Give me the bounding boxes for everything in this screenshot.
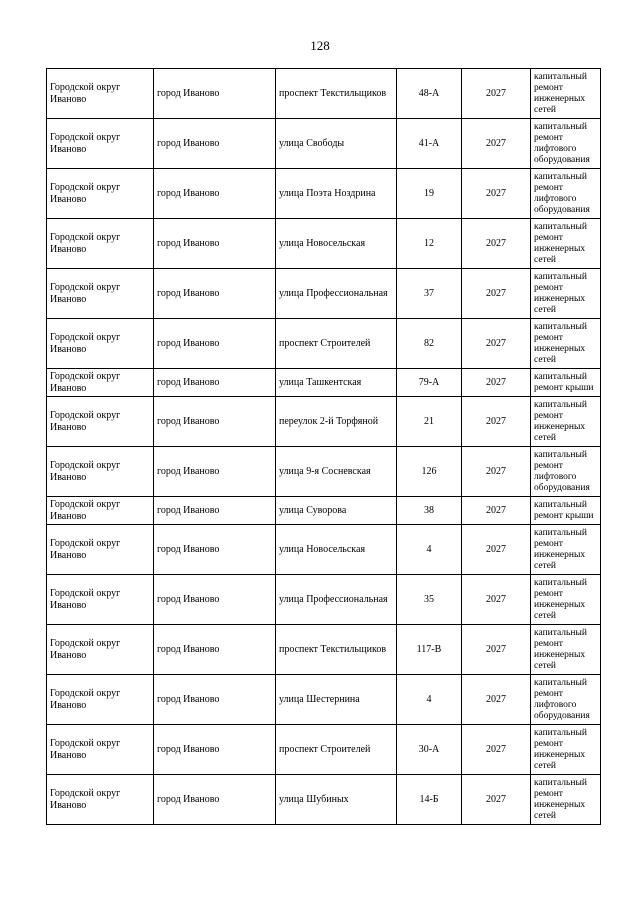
city-cell: город Иваново (154, 319, 276, 369)
street-cell: улица 9-я Сосневская (276, 447, 397, 497)
district-cell: Городской округ Иваново (47, 219, 154, 269)
city-cell: город Иваново (154, 447, 276, 497)
district-cell: Городской округ Иваново (47, 575, 154, 625)
year-cell: 2027 (462, 525, 531, 575)
street-cell: переулок 2-й Торфяной (276, 397, 397, 447)
year-cell: 2027 (462, 119, 531, 169)
work-type-cell: капитальный ремонт крыши (531, 369, 601, 397)
city-cell: город Иваново (154, 397, 276, 447)
street-cell: проспект Строителей (276, 319, 397, 369)
house-cell: 48-А (397, 69, 462, 119)
district-cell: Городской округ Иваново (47, 675, 154, 725)
table-row (47, 369, 601, 397)
year-cell: 2027 (462, 397, 531, 447)
district-cell: Городской округ Иваново (47, 397, 154, 447)
street-cell: улица Свободы (276, 119, 397, 169)
district-cell: Городской округ Иваново (47, 447, 154, 497)
table-row (47, 575, 601, 625)
house-cell: 79-А (397, 369, 462, 397)
city-cell: город Иваново (154, 497, 276, 525)
city-cell: город Иваново (154, 119, 276, 169)
house-cell: 126 (397, 447, 462, 497)
table-row (47, 775, 601, 825)
house-cell: 12 (397, 219, 462, 269)
district-cell: Городской округ Иваново (47, 69, 154, 119)
street-cell: проспект Строителей (276, 725, 397, 775)
district-cell: Городской округ Иваново (47, 775, 154, 825)
table-row (47, 625, 601, 675)
street-cell: проспект Текстильщиков (276, 625, 397, 675)
year-cell: 2027 (462, 219, 531, 269)
year-cell: 2027 (462, 625, 531, 675)
house-cell: 41-А (397, 119, 462, 169)
work-type-cell: капитальный ремонт лифтового оборудования (531, 675, 601, 725)
house-cell: 14-Б (397, 775, 462, 825)
page-number: 128 (310, 38, 330, 53)
work-type-cell: капитальный ремонт инженерных сетей (531, 319, 601, 369)
table-row (47, 447, 601, 497)
year-cell: 2027 (462, 69, 531, 119)
year-cell: 2027 (462, 447, 531, 497)
work-type-cell: капитальный ремонт лифтового оборудования (531, 119, 601, 169)
table-row (47, 269, 601, 319)
district-cell: Городской округ Иваново (47, 525, 154, 575)
year-cell: 2027 (462, 725, 531, 775)
work-type-cell: капитальный ремонт инженерных сетей (531, 525, 601, 575)
table-row (47, 725, 601, 775)
work-type-cell: капитальный ремонт инженерных сетей (531, 625, 601, 675)
work-type-cell: капитальный ремонт инженерных сетей (531, 69, 601, 119)
work-type-cell: капитальный ремонт инженерных сетей (531, 775, 601, 825)
street-cell: улица Новосельская (276, 525, 397, 575)
street-cell: улица Поэта Ноздрина (276, 169, 397, 219)
house-cell: 117-В (397, 625, 462, 675)
street-cell: улица Шубиных (276, 775, 397, 825)
district-cell: Городской округ Иваново (47, 497, 154, 525)
city-cell: город Иваново (154, 269, 276, 319)
district-cell: Городской округ Иваново (47, 269, 154, 319)
table-row (47, 397, 601, 447)
year-cell: 2027 (462, 775, 531, 825)
city-cell: город Иваново (154, 219, 276, 269)
city-cell: город Иваново (154, 625, 276, 675)
city-cell: город Иваново (154, 169, 276, 219)
city-cell: город Иваново (154, 675, 276, 725)
street-cell: улица Профессиональная (276, 575, 397, 625)
table-row (47, 319, 601, 369)
table-row (47, 69, 601, 119)
year-cell: 2027 (462, 319, 531, 369)
table-row (47, 525, 601, 575)
table-row (47, 497, 601, 525)
house-cell: 82 (397, 319, 462, 369)
street-cell: улица Шестернина (276, 675, 397, 725)
street-cell: улица Ташкентская (276, 369, 397, 397)
city-cell: город Иваново (154, 369, 276, 397)
house-cell: 19 (397, 169, 462, 219)
city-cell: город Иваново (154, 775, 276, 825)
house-cell: 4 (397, 675, 462, 725)
city-cell: город Иваново (154, 575, 276, 625)
city-cell: город Иваново (154, 725, 276, 775)
year-cell: 2027 (462, 369, 531, 397)
house-cell: 4 (397, 525, 462, 575)
table-row (47, 119, 601, 169)
work-type-cell: капитальный ремонт инженерных сетей (531, 725, 601, 775)
street-cell: улица Новосельская (276, 219, 397, 269)
work-type-cell: капитальный ремонт инженерных сетей (531, 397, 601, 447)
street-cell: улица Суворова (276, 497, 397, 525)
year-cell: 2027 (462, 575, 531, 625)
district-cell: Городской округ Иваново (47, 725, 154, 775)
year-cell: 2027 (462, 269, 531, 319)
district-cell: Городской округ Иваново (47, 625, 154, 675)
district-cell: Городской округ Иваново (47, 119, 154, 169)
city-cell: город Иваново (154, 525, 276, 575)
year-cell: 2027 (462, 675, 531, 725)
district-cell: Городской округ Иваново (47, 169, 154, 219)
table-row (47, 219, 601, 269)
house-cell: 38 (397, 497, 462, 525)
street-cell: улица Профессиональная (276, 269, 397, 319)
work-type-cell: капитальный ремонт инженерных сетей (531, 219, 601, 269)
work-type-cell: капитальный ремонт крыши (531, 497, 601, 525)
work-type-cell: капитальный ремонт лифтового оборудования (531, 169, 601, 219)
district-cell: Городской округ Иваново (47, 369, 154, 397)
street-cell: проспект Текстильщиков (276, 69, 397, 119)
house-cell: 35 (397, 575, 462, 625)
city-cell: город Иваново (154, 69, 276, 119)
year-cell: 2027 (462, 497, 531, 525)
house-cell: 37 (397, 269, 462, 319)
work-type-cell: капитальный ремонт инженерных сетей (531, 269, 601, 319)
district-cell: Городской округ Иваново (47, 319, 154, 369)
housing-repair-table (46, 68, 601, 825)
house-cell: 30-А (397, 725, 462, 775)
house-cell: 21 (397, 397, 462, 447)
table-row (47, 675, 601, 725)
work-type-cell: капитальный ремонт инженерных сетей (531, 575, 601, 625)
year-cell: 2027 (462, 169, 531, 219)
work-type-cell: капитальный ремонт лифтового оборудования (531, 447, 601, 497)
table-row (47, 169, 601, 219)
